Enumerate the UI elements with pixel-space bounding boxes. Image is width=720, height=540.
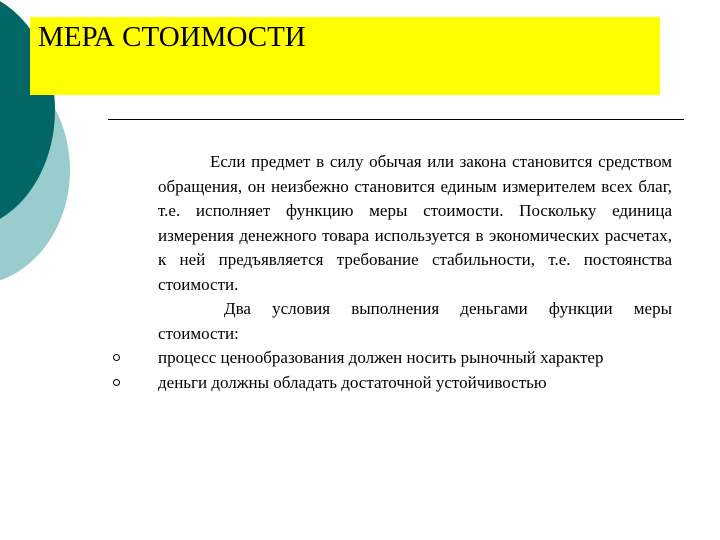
paragraph-conditions-intro: Два условия выполнения деньгами функции меры стоимости: xyxy=(158,299,672,343)
title-bar xyxy=(30,17,660,95)
bullet-circle-icon xyxy=(113,354,120,361)
title-divider xyxy=(108,119,684,120)
slide-body xyxy=(158,150,672,395)
slide-title: МЕРА СТОИМОСТИ xyxy=(38,21,306,53)
conditions-list xyxy=(158,346,672,395)
list-item-text: процесс ценообразования должен носить рыночный характер xyxy=(158,348,604,367)
paragraph-definition: Если предмет в силу обычая или закона становится средством обращения, он неизбежно становится единым измерителем всех благ, т.е. исполняет функцию меры стоимости. Поскольку единица измерения денежного товара используется в экономических расчетах, к ней предъявляется требование стабильности, т.е. постоянства стоимости. xyxy=(158,152,672,294)
list-item xyxy=(158,371,672,396)
list-item-text: деньги должны обладать достаточной устойчивостью xyxy=(158,372,547,392)
bullet-circle-icon xyxy=(113,379,120,386)
list-item xyxy=(158,346,672,371)
